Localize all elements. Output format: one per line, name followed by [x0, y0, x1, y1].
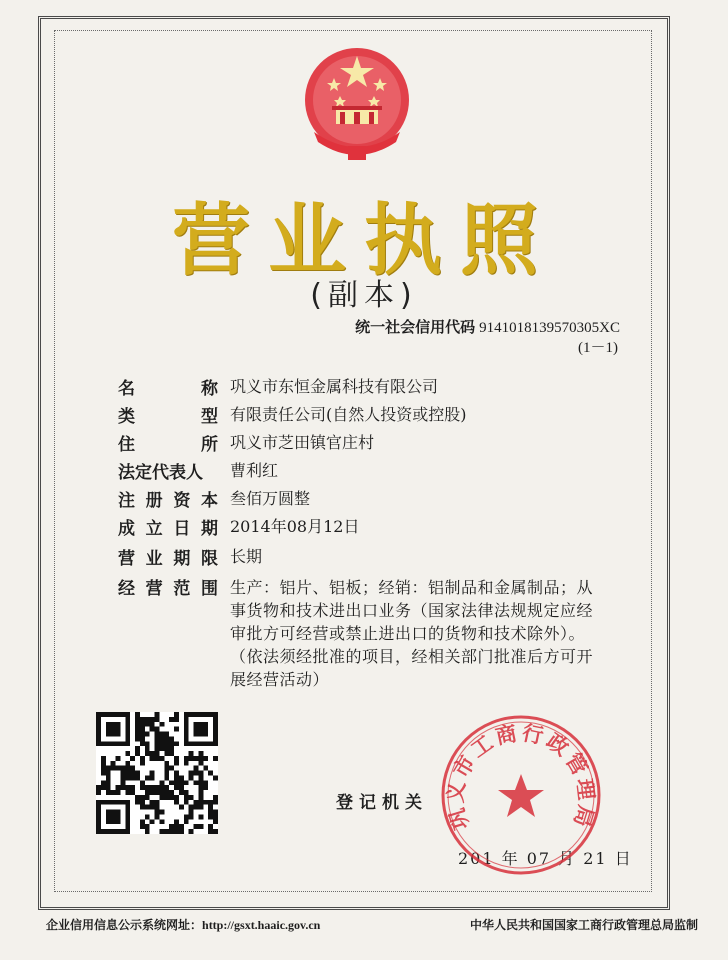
field-value-type: 有限责任公司(自然人投资或控股) — [230, 405, 467, 424]
field-label-legal-rep: 法定代表人 — [118, 463, 203, 483]
credit-code-value: 914101813957030​5XC — [479, 320, 620, 336]
document-title: 营业执照 — [171, 196, 556, 286]
field-value-address: 巩义市芝田镇官庄村 — [230, 433, 375, 452]
field-value-capital: 叁佰万圆整 — [230, 489, 311, 508]
field-label-founded: 成 立 日 期 — [118, 519, 218, 539]
qr-code[interactable] — [96, 712, 218, 834]
footer-website-url[interactable]: http://gsxt.haaic.gov.cn — [202, 918, 321, 932]
field-label-name: 名 称 — [118, 379, 218, 399]
document-subtitle: (副本) — [310, 278, 418, 313]
field-label-term: 营 业 期 限 — [118, 549, 218, 569]
field-label-capital: 注 册 资 本 — [118, 491, 218, 511]
registration-authority-label: 登记机关 — [336, 793, 428, 813]
field-label-address: 住 所 — [118, 435, 218, 455]
official-seal-icon — [438, 712, 604, 878]
business-scope-line: 生产：铝片、铝板；经销：铝制品和金属制品；从 — [230, 578, 594, 597]
registration-date: 201 年 07 月 21 日 — [458, 849, 633, 868]
business-scope — [230, 576, 630, 691]
field-label-scope: 经 营 范 围 — [118, 579, 218, 599]
qr-finder-pattern — [96, 712, 130, 746]
field-value-legal-rep: 曹利红 — [230, 461, 279, 480]
credit-code — [355, 316, 620, 337]
credit-code-label: 统一社会信用代码 — [355, 318, 476, 336]
footer-website — [46, 916, 320, 933]
business-scope-line: 事货物和技术进出口业务（国家法律法规规定应经 — [230, 601, 594, 620]
national-emblem-icon — [296, 42, 418, 166]
field-value-founded: 2014年08月12日 — [230, 517, 360, 536]
field-value-term: 长期 — [230, 547, 263, 566]
field-label-type: 类 型 — [118, 407, 218, 427]
copy-number: (1－1) — [578, 340, 618, 356]
footer-website-label: 企业信用信息公示系统网址： — [46, 918, 203, 932]
field-value-name: 巩义市东恒金属科技有限公司 — [230, 377, 439, 396]
qr-finder-pattern — [184, 712, 218, 746]
footer-issuer: 中华人民共和国国家工商行政管理总局监制 — [469, 918, 698, 932]
business-scope-line: （依法须经批准的项目，经相关部门批准后方可开 — [230, 647, 594, 666]
business-scope-line: 展经营活动） — [230, 670, 330, 689]
business-scope-line: 审批方可经营或禁止进出口的货物和技术除外）。 — [230, 624, 586, 643]
svg-text:巩义市工商行政管理局: 巩义市工商行政管理局 — [443, 720, 599, 833]
qr-finder-pattern — [96, 800, 130, 834]
